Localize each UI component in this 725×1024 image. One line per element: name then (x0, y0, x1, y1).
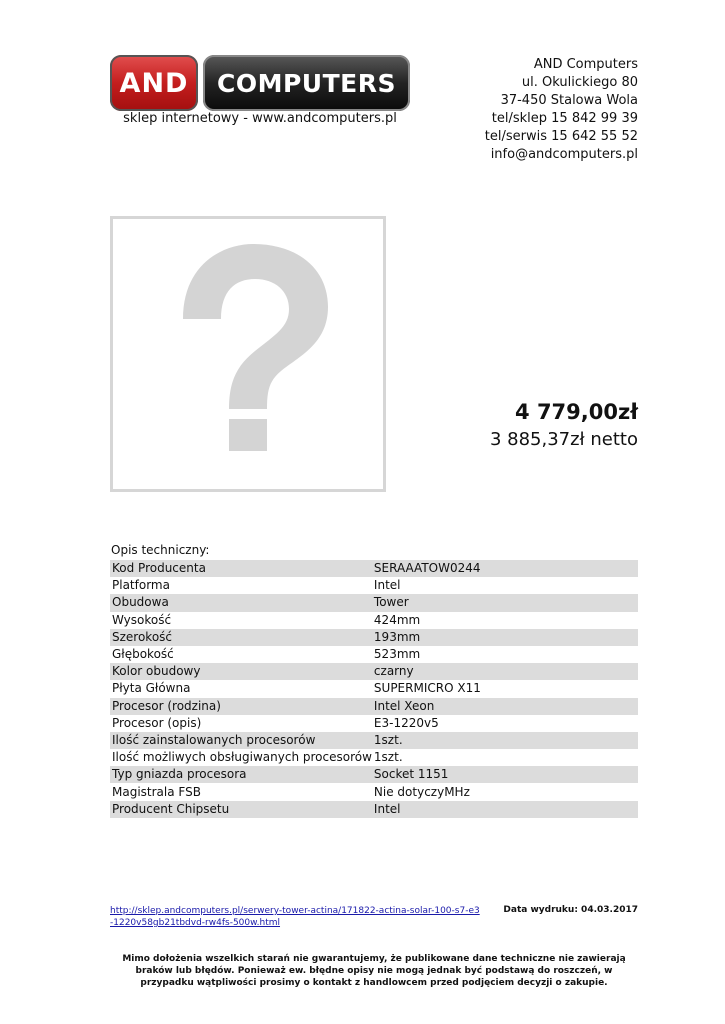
spec-value: Intel (372, 801, 638, 818)
spec-key: Typ gniazda procesora (110, 766, 372, 783)
spec-value: SUPERMICRO X11 (373, 681, 481, 696)
spec-row (110, 560, 638, 577)
spec-value: Socket 1151 (372, 766, 638, 783)
spec-row (110, 680, 638, 697)
spec-value: 193mm (372, 629, 638, 646)
spec-row (110, 594, 638, 611)
spec-table (110, 560, 638, 818)
spec-row (110, 577, 638, 594)
company-phone-service: tel/serwis 15 642 55 52 (484, 129, 638, 144)
spec-row (110, 646, 638, 663)
spec-key: Procesor (opis) (112, 715, 202, 730)
company-phone-shop: tel/sklep 15 842 99 39 (491, 111, 638, 126)
spec-key: Wysokość (112, 612, 172, 627)
spec-value: 1szt. (372, 732, 638, 749)
product-image-placeholder (110, 216, 386, 492)
store-tagline: sklep internetowy - www.andcomputers.pl (123, 111, 397, 126)
spec-key: Obudowa (110, 594, 372, 611)
logo-and-badge: AND (110, 55, 198, 111)
company-city: 37-450 Stalowa Wola (500, 93, 638, 108)
disclaimer-text: Mimo dołożenia wszelkich starań nie gwarantujemy, że publikowane dane techniczne nie zawierają braków lub błędów. Ponieważ ew. błędne opisy nie mogą jednak być podstawą do roszczeń, w przypadku wątpliwości prosimy o kontakt z handlowcem przed podjęciem decyzji o zakupie. (122, 954, 626, 988)
spec-value: 424mm (373, 612, 421, 627)
spec-value: Tower (372, 594, 638, 611)
spec-key: Głębokość (112, 647, 174, 662)
spec-key: Szerokość (110, 629, 372, 646)
spec-key: Procesor (rodzina) (110, 698, 372, 715)
spec-value: 1szt. (373, 750, 403, 765)
spec-row (110, 749, 638, 766)
price-gross: 4 779,00zł (515, 400, 638, 424)
store-logo (110, 55, 410, 111)
print-date: Data wydruku: 04.03.2017 (503, 905, 638, 915)
spec-key: Magistrala FSB (112, 784, 201, 799)
spec-row (110, 612, 638, 629)
spec-key: Kolor obudowy (110, 663, 372, 680)
company-name: AND Computers (533, 57, 638, 72)
spec-value: Nie dotyczyMHz (373, 784, 470, 799)
product-url-link[interactable]: http://sklep.andcomputers.pl/serwery-tower-actina/171822-actina-solar-100-s7-e3-1220v58gb21tbdvd-rw4fs-500w.html (110, 906, 480, 928)
spec-row (110, 732, 638, 749)
company-street: ul. Okulickiego 80 (521, 75, 638, 90)
spec-row (110, 766, 638, 783)
spec-row (110, 663, 638, 680)
spec-value: E3-1220v5 (373, 715, 439, 730)
spec-value: SERAAATOW0244 (372, 560, 638, 577)
spec-row (110, 715, 638, 732)
spec-key: Platforma (112, 578, 170, 593)
spec-value: Intel (373, 578, 401, 593)
spec-key: Kod Producenta (110, 560, 372, 577)
spec-key: Ilość zainstalowanych procesorów (110, 732, 372, 749)
spec-value: czarny (372, 663, 638, 680)
spec-key: Ilość możliwych obsługiwanych procesorów (112, 750, 372, 765)
company-email: info@andcomputers.pl (490, 147, 638, 162)
company-address (485, 56, 638, 164)
spec-row (110, 801, 638, 818)
spec-title: Opis techniczny: (111, 543, 210, 557)
spec-row (110, 783, 638, 800)
logo-computers-badge: COMPUTERS (203, 55, 410, 111)
spec-row (110, 629, 638, 646)
spec-key: Producent Chipsetu (110, 801, 372, 818)
price-net: 3 885,37zł netto (489, 429, 638, 450)
question-mark-icon (113, 219, 383, 489)
spec-value: 523mm (373, 647, 421, 662)
spec-row (110, 698, 638, 715)
spec-value: Intel Xeon (372, 698, 638, 715)
spec-key: Płyta Główna (112, 681, 191, 696)
